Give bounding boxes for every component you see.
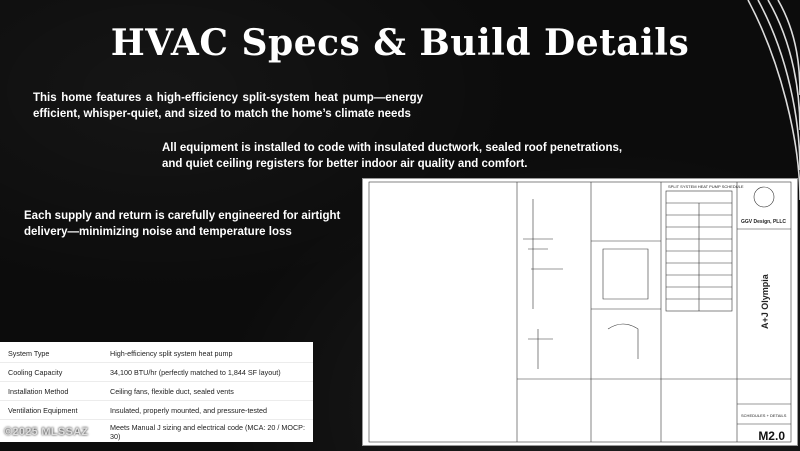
table-row xyxy=(0,363,313,382)
install-paragraph: All equipment is installed to code with insulated ductwork, sealed roof penetrations, and quiet ceiling registers for better indoor air quality and comfort. xyxy=(162,142,623,170)
table-row xyxy=(0,344,313,363)
drawing-linework xyxy=(363,179,797,445)
spec-value: Meets Manual J sizing and electrical code (MCA: 20 / MOCP: 30) xyxy=(110,423,305,441)
table-row xyxy=(0,401,313,420)
mls-watermark: ©2025 MLSSAZ xyxy=(4,426,89,438)
table-row xyxy=(0,382,313,401)
sheet-label: SCHEDULES + DETAILS xyxy=(741,413,787,418)
ducts-paragraph: Each supply and return is carefully engineered for airtight delivery—minimizing noise and temperature loss xyxy=(24,210,341,238)
spec-label: System Type xyxy=(8,348,50,358)
spec-value: High-efficiency split system heat pump xyxy=(110,348,233,358)
firm-name: GGV Design, PLLC xyxy=(741,219,787,225)
spec-value: Ceiling fans, flexible duct, sealed vents xyxy=(110,386,234,396)
mechanical-drawing-sheet xyxy=(362,178,798,446)
project-name: A+J Olympia xyxy=(760,274,770,329)
page-title: HVAC Specs & Build Details xyxy=(110,22,690,64)
schedule-title: SPLIT SYSTEM HEAT PUMP SCHEDULE xyxy=(668,184,744,189)
spec-value: 34,100 BTU/hr (perfectly matched to 1,844 SF layout) xyxy=(110,367,281,377)
spec-label: Installation Method xyxy=(8,386,69,396)
spec-value: Insulated, properly mounted, and pressure-tested xyxy=(110,405,268,415)
intro-paragraph: This home features a high-efficiency split-system heat pump—energy efficient, whisper-quiet, and sized to match the home’s climate needs xyxy=(33,92,423,120)
sheet-id: M2.0 xyxy=(758,429,785,443)
spec-label: Cooling Capacity xyxy=(8,367,63,377)
spec-label: Ventilation Equipment xyxy=(8,405,78,415)
